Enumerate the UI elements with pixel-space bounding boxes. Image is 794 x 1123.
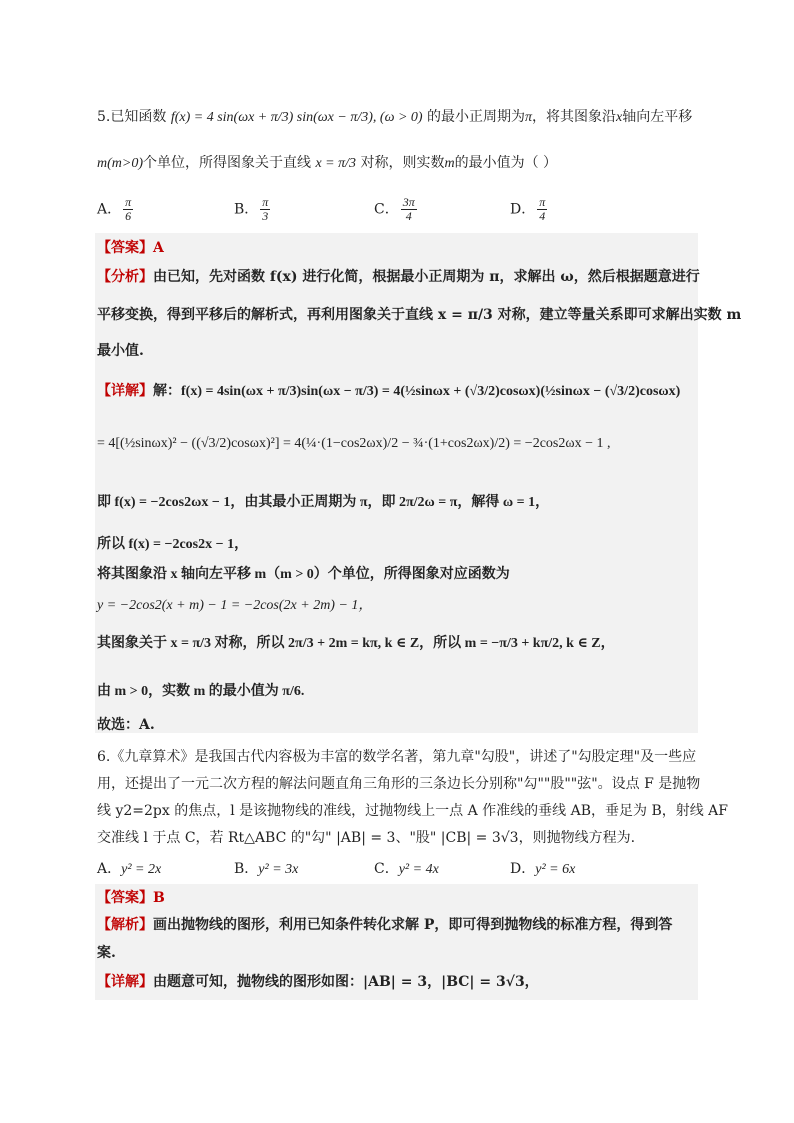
q6-analysis-line2: 案. — [97, 945, 116, 961]
q6-option-a: A．y² = 2x — [97, 861, 162, 877]
q5-detail-line5: 将其图象沿 x 轴向左平移 m（m > 0）个单位，所得图象对应函数为 — [97, 567, 510, 582]
q5-analysis-line2: 平移变换，得到平移后的解析式，再利用图象关于直线 x = π/3 对称，建立等量关系即可求解出实数 m — [97, 307, 742, 323]
q5-stem-line1: 5.已知函数 f(x) = 4 sin(ωx + π/3) sin(ωx − π/3), (ω > 0) 的最小正周期为π，将其图象沿x轴向左平移 — [97, 109, 693, 125]
q6-detail-line1: 【详解】由题意可知，抛物线的图形如图：|AB| = 3，|BC| = 3√3， — [97, 974, 539, 990]
q6-answer: 【答案】B — [97, 890, 165, 906]
q6-stem-line4: 交准线 l 于点 C，若 Rt△ABC 的"勾" |AB| = 3、"股" |CB| = 3√3，则抛物线方程为. — [97, 830, 636, 846]
q6-analysis-line1: 【解析】画出抛物线的图形，利用已知条件转化求解 P，即可得到抛物线的标准方程，得到答 — [97, 917, 673, 933]
q6-option-c: C．y² = 4x — [374, 861, 439, 877]
q5-detail-line6: y = −2cos2(x + m) − 1 = −2cos(2x + 2m) − 1， — [97, 598, 373, 613]
q5-answer: 【答案】A — [97, 240, 164, 256]
q5-analysis-line1: 【分析】由已知，先对函数 f(x) 进行化简，根据最小正周期为 π，求解出 ω，然后根据题意进行 — [97, 269, 700, 285]
q6-stem-line2: 用，还提出了一元二次方程的解法问题直角三角形的三条边长分别称"勾""股""弦"。设点 F 是抛物 — [97, 776, 701, 792]
q5-option-c: C． $\frac{3\pi}{4}$ — [374, 195, 415, 223]
q5-choose: 故选：A. — [97, 717, 155, 733]
q6-stem-line1: 6.《九章算术》是我国古代内容极为丰富的数学名著，第九章"勾股"，讲述了"勾股定理"及一些应 — [97, 749, 697, 765]
symmetry-line: x = π/3 — [315, 156, 357, 171]
q5-detail-line8: 由 m > 0，实数 m 的最小值为 π/6. — [97, 684, 305, 699]
q5-option-a: A． $\frac{\pi}{6}$ — [97, 195, 132, 223]
q5-detail-line3: 即 f(x) = −2cos2ωx − 1，由其最小正周期为 π，即 2π/2ω = π，解得 ω = 1， — [97, 495, 550, 510]
q6-option-b: B．y² = 3x — [234, 861, 299, 877]
q5-stem-line2: m(m>0)个单位，所得图象关于直线 x = π/3 对称，则实数m的最小值为（ ） — [97, 155, 558, 171]
q5-detail-line4: 所以 f(x) = −2cos2x − 1， — [97, 537, 249, 552]
q5-detail-line7: 其图象关于 x = π/3 对称，所以 2π/3 + 2m = kπ, k ∈ Z，所以 m = −π/3 + kπ/2, k ∈ Z， — [97, 636, 615, 651]
q6-stem-line3: 线 y2=2px 的焦点，l 是该抛物线的准线，过抛物线上一点 A 作准线的垂线 AB，垂足为 B，射线 AF — [97, 803, 729, 819]
function-formula: f(x) = 4 sin(ωx + π/3) sin(ωx − π/3), (ω > 0) — [170, 110, 423, 125]
q5-detail-line1: 【详解】解：f(x) = 4sin(ωx + π/3)sin(ωx − π/3) = 4(½sinωx + (√3/2)cosωx)(½sinωx − (√3/2)cosωx) — [97, 384, 681, 399]
q5-detail-line2: = 4[(½sinωx)² − ((√3/2)cosωx)²] = 4(¼·(1−cos2ωx)/2 − ¾·(1+cos2ωx)/2) = −2cos2ωx − 1 , — [97, 436, 611, 451]
q5-analysis-line3: 最小值. — [97, 343, 144, 359]
q5-option-b: B． $\frac{\pi}{3}$ — [234, 195, 269, 223]
q5-option-d: D． $\frac{\pi}{4}$ — [510, 195, 546, 223]
q6-option-d: D．y² = 6x — [510, 861, 576, 877]
